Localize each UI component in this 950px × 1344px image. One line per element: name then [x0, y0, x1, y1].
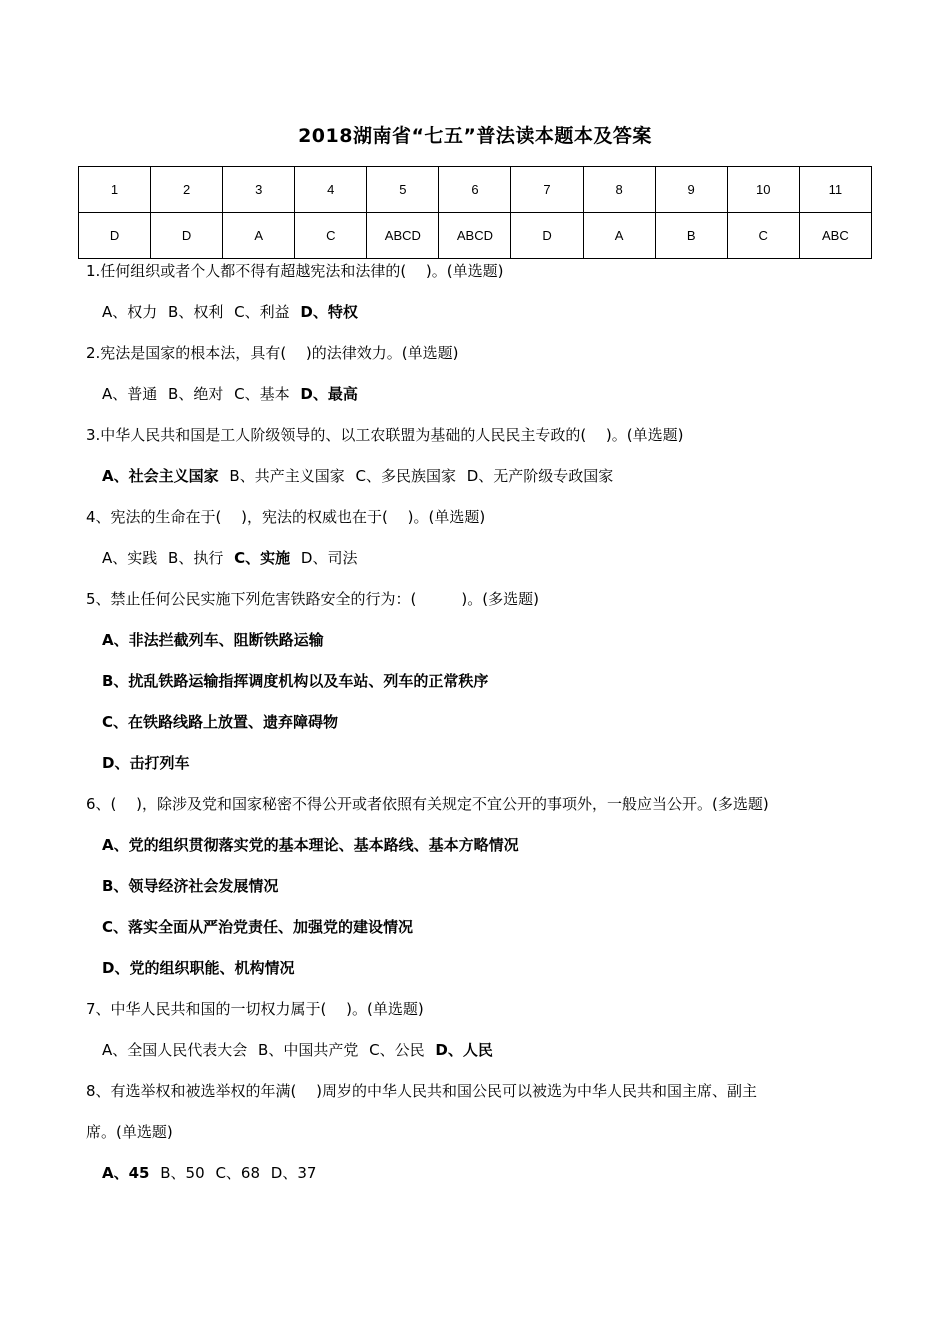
question-8-options [86, 1160, 876, 1201]
question-1: 1.任何组织或者个人都不得有超越宪法和法律的( )。(单选题) [86, 262, 504, 280]
question-5: 5、禁止任何公民实施下列危害铁路安全的行为：( )。(多选题) [86, 590, 539, 608]
table-cell: 1 [79, 167, 151, 213]
option-a-correct: A、45 [102, 1164, 150, 1182]
option-a: A、实践 [102, 549, 158, 567]
page-title: 2018湖南省“七五”普法读本题本及答案 [298, 125, 652, 147]
table-cell: 2 [151, 167, 223, 213]
question-8-line-2: 席。(单选题) [86, 1123, 173, 1141]
table-cell: 4 [295, 167, 367, 213]
question-7: 7、中华人民共和国的一切权力属于( )。(单选题) [86, 1000, 424, 1018]
option-d: D、司法 [300, 549, 358, 567]
table-cell: ABC [799, 213, 871, 259]
option-c: C、利益 [234, 303, 290, 321]
question-6: 6、( )，除涉及党和国家秘密不得公开或者依照有关规定不宜公开的事项外，一般应当公开。(多选题) [86, 795, 769, 813]
option-d-correct: D、最高 [300, 385, 358, 403]
table-cell: ABCD [367, 213, 439, 259]
question-2: 2.宪法是国家的根本法，具有( )的法律效力。(单选题) [86, 344, 459, 362]
option-a: A、权力 [102, 303, 158, 321]
table-cell: 5 [367, 167, 439, 213]
option-b: B、执行 [168, 549, 224, 567]
option-d-correct: D、人民 [435, 1041, 493, 1059]
table-cell: 8 [583, 167, 655, 213]
table-cell: D [79, 213, 151, 259]
option-d-correct: D、击打列车 [102, 754, 190, 772]
answer-table-answer-row [79, 213, 872, 259]
option-b: B、中国共产党 [258, 1041, 359, 1059]
option-a: A、全国人民代表大会 [102, 1041, 248, 1059]
option-d-correct: D、党的组织职能、机构情况 [102, 959, 295, 977]
question-4-options [86, 545, 876, 586]
table-cell: D [511, 213, 583, 259]
option-c: C、68 [215, 1164, 260, 1182]
question-3: 3.中华人民共和国是工人阶级领导的、以工农联盟为基础的人民民主专政的( )。(单选题) [86, 426, 684, 444]
option-b-correct: B、领导经济社会发展情况 [102, 877, 279, 895]
option-c-correct: C、在铁路线路上放置、遗弃障碍物 [102, 713, 339, 731]
option-b: B、共产主义国家 [229, 467, 345, 485]
option-c-correct: C、落实全面从严治党责任、加强党的建设情况 [102, 918, 414, 936]
option-c: C、多民族国家 [355, 467, 456, 485]
option-b: B、50 [160, 1164, 205, 1182]
table-cell: B [655, 213, 727, 259]
question-list [86, 258, 876, 1201]
option-c: C、基本 [234, 385, 290, 403]
table-cell: A [583, 213, 655, 259]
table-cell: C [295, 213, 367, 259]
table-cell: 7 [511, 167, 583, 213]
table-cell: A [223, 213, 295, 259]
table-cell: 9 [655, 167, 727, 213]
question-1-options [86, 299, 876, 340]
question-7-options [86, 1037, 876, 1078]
table-cell: 10 [727, 167, 799, 213]
table-cell: D [151, 213, 223, 259]
question-2-options [86, 381, 876, 422]
table-cell: C [727, 213, 799, 259]
table-cell: 6 [439, 167, 511, 213]
table-cell: 11 [799, 167, 871, 213]
option-a: A、普通 [102, 385, 158, 403]
option-a-correct: A、非法拦截列车、阻断铁路运输 [102, 631, 324, 649]
option-c: C、公民 [369, 1041, 425, 1059]
option-a-correct: A、党的组织贯彻落实党的基本理论、基本路线、基本方略情况 [102, 836, 519, 854]
option-a-correct: A、社会主义国家 [102, 467, 219, 485]
question-4: 4、宪法的生命在于( )，宪法的权威也在于( )。(单选题) [86, 508, 486, 526]
question-8-line-1: 8、有选举权和被选举权的年满( )周岁的中华人民共和国公民可以被选为中华人民共和国主席、副主 [86, 1082, 758, 1100]
table-cell: 3 [223, 167, 295, 213]
answer-table-number-row [79, 167, 872, 213]
option-d: D、37 [270, 1164, 317, 1182]
option-d-correct: D、特权 [300, 303, 358, 321]
option-d: D、无产阶级专政国家 [466, 467, 614, 485]
table-cell: ABCD [439, 213, 511, 259]
option-b: B、权利 [168, 303, 224, 321]
option-b-correct: B、扰乱铁路运输指挥调度机构以及车站、列车的正常秩序 [102, 672, 489, 690]
answer-table [78, 166, 872, 259]
option-b: B、绝对 [168, 385, 224, 403]
question-3-options [86, 463, 876, 504]
option-c-correct: C、实施 [234, 549, 291, 567]
